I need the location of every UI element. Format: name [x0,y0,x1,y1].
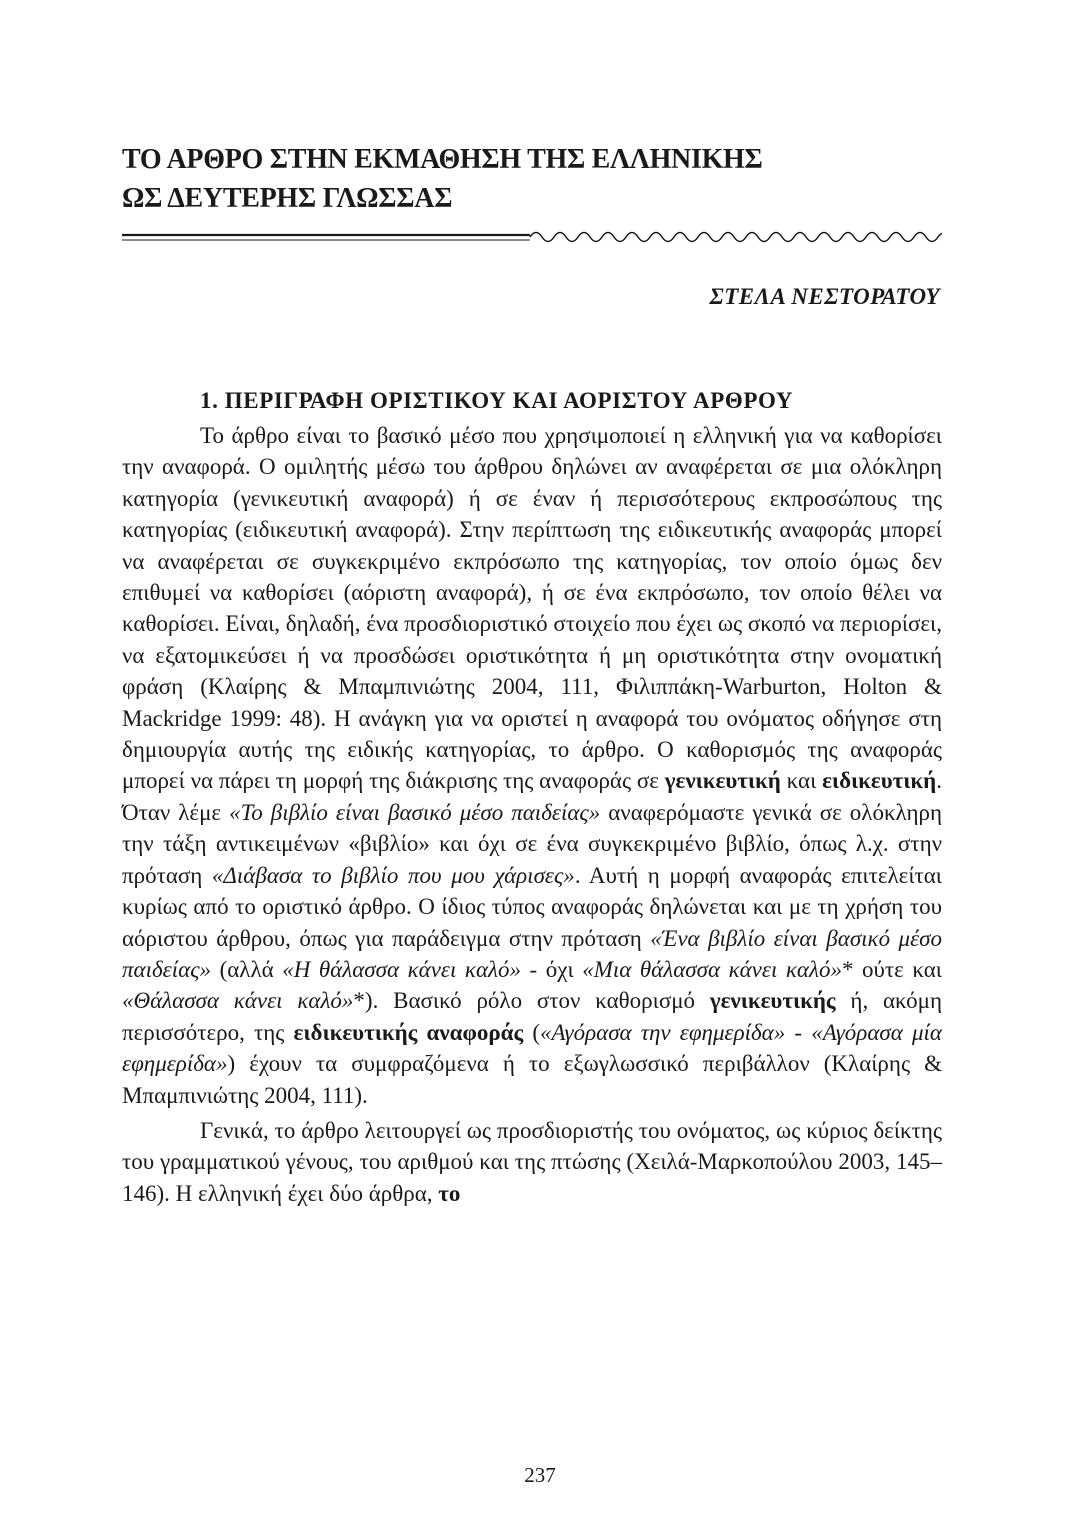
example-sentence: «Η θάλασσα κάνει καλό» [282,956,521,982]
example-sentence: «Ένα βιβλίο είναι βασικό μέσο παιδείας» [122,925,943,982]
paragraph-2: Γενικά, το άρθρο λειτουργεί ως προσδιοριστής του ονόματος, ως κύριος δείκτης του γραμματικού γένους, του αριθμού και της πτώσης (Χειλά-Μαρκοπούλου 2003, 145–146). Η ελληνική έχει δύο άρθρα, το [122,1117,942,1206]
example-sentence: «Αγόρασα την εφημερίδα» - «Αγόρασα μία εφημερίδα» [122,1019,942,1077]
title-line-1: ΤΟ ΑΡΘΡΟ ΣΤΗΝ ΕΚΜΑΘΗΣΗ ΤΗΣ ΕΛΛΗΝΙΚΗΣ [122,144,763,175]
paragraph-1: Το άρθρο είναι το βασικό μέσο που χρησιμοποιεί η ελληνική για να καθορίσει την αναφορά. Ο ομιλητής μέσω του άρθρου δηλώνει αν αναφέρεται σε μια ολόκληρη κατηγορία (γενικευτική αναφορά) ή σε έναν ή περισσότερους εκπροσώπους της κατηγορίας (ειδικευτική αναφορά). Στην περίπτωση της ειδικευτικής αναφοράς μπορεί να αναφέρεται σε συγκεκριμένο εκπρόσωπο της κατηγορίας, τον οποίο όμως δεν επιθυμεί να καθορίσει (αόριστη αναφορά), ή σε ένα εκπρόσωπο, τον οποίο θέλει να καθορίσει. Είναι, δηλαδή, ένα προσδιοριστικό στοιχείο που έχει ως σκοπό να περιορίσει, να εξατομικεύσει ή να προσδώσει οριστικότητα ή μη οριστικότητα στην ονοματική φράση (Κλαίρης & Μπαμπινιώτης 2004, 111, Φιλιππάκη-Warburton, Holton & Mackridge 1999: 48). Η ανάγκη για να οριστεί η αναφορά του ονόματος οδήγησε στη δημιουργία αυτής της ειδικής κατηγορίας, το άρθρο. Ο καθορισμός της αναφοράς μπορεί να πάρει τη μορφή της διάκρισης της αναφοράς σε γενικευτική και ειδικευτική. Όταν λέμε «Το βιβλίο είναι βασικό μέσο παιδείας» αναφερόμαστε γενικά σε ολόκληρη την τάξη αντικειμένων «βιβλίο» και όχι σε ένα συγκεκριμένο βιβλίο, όπως λ.χ. στην πρόταση «Διάβασα το βιβλίο που μου χάρισες». Αυτή η μορφή αναφοράς επιτελείται κυρίως από το οριστικό άρθρο. Ο ίδιος τύπος αναφοράς δηλώνεται και με τη χρήση του αόριστου άρθρου, όπως για παράδειγμα στην πρόταση «Ένα βιβλίο είναι βασικό μέσο παιδείας» (αλλά «Η θάλασσα κάνει καλό» - όχι «Μια θάλασσα κάνει καλό»* ούτε και «Θάλασσα κάνει καλό»*). Βασικό ρόλο στον καθορισμό γενικευτικής ή, ακόμη περισσότερο, της ειδικευτικής αναφοράς («Αγόρασα την εφημερίδα» - «Αγόρασα μία εφημερίδα») έχουν τα συμφραζόμενα ή το εξωγλωσσικό περιβάλλον (Κλαίρης & Μπαμπινιώτης 2004, 111). [122,423,943,1108]
example-sentence: «Μια θάλασσα κάνει καλό» [582,956,842,982]
bold-term: το [438,1180,461,1206]
section-heading: 1. ΠΕΡΙΓΡΑΦΗ ΟΡΙΣΤΙΚΟΥ ΚΑΙ ΑΟΡΙΣΤΟΥ ΑΡΘΡΟΥ [200,388,794,413]
bold-term: ειδικευτική [822,768,937,794]
page-title [122,140,942,218]
body-text [122,420,942,1209]
example-sentence: «Θάλασσα κάνει καλό» [122,988,354,1014]
wave-ornament [530,233,942,242]
author-name: ΣΤΕΛΑ ΝΕΣΤΟΡΑΤΟΥ [709,284,940,309]
title-line-2: ΩΣ ΔΕΥΤΕΡΗΣ ΓΛΩΣΣΑΣ [122,183,453,214]
bold-term: ειδικευτικής αναφοράς [293,1019,524,1045]
bold-term: γενικευτική [664,768,781,794]
page-number: 237 [524,1463,556,1487]
example-sentence: «Διάβασα το βιβλίο που μου χάρισες» [211,862,575,888]
example-sentence: «Το βιβλίο είναι βασικό μέσο παιδείας» [229,799,601,825]
bold-term: γενικευτικής [709,988,836,1014]
decorative-rule [122,226,942,250]
